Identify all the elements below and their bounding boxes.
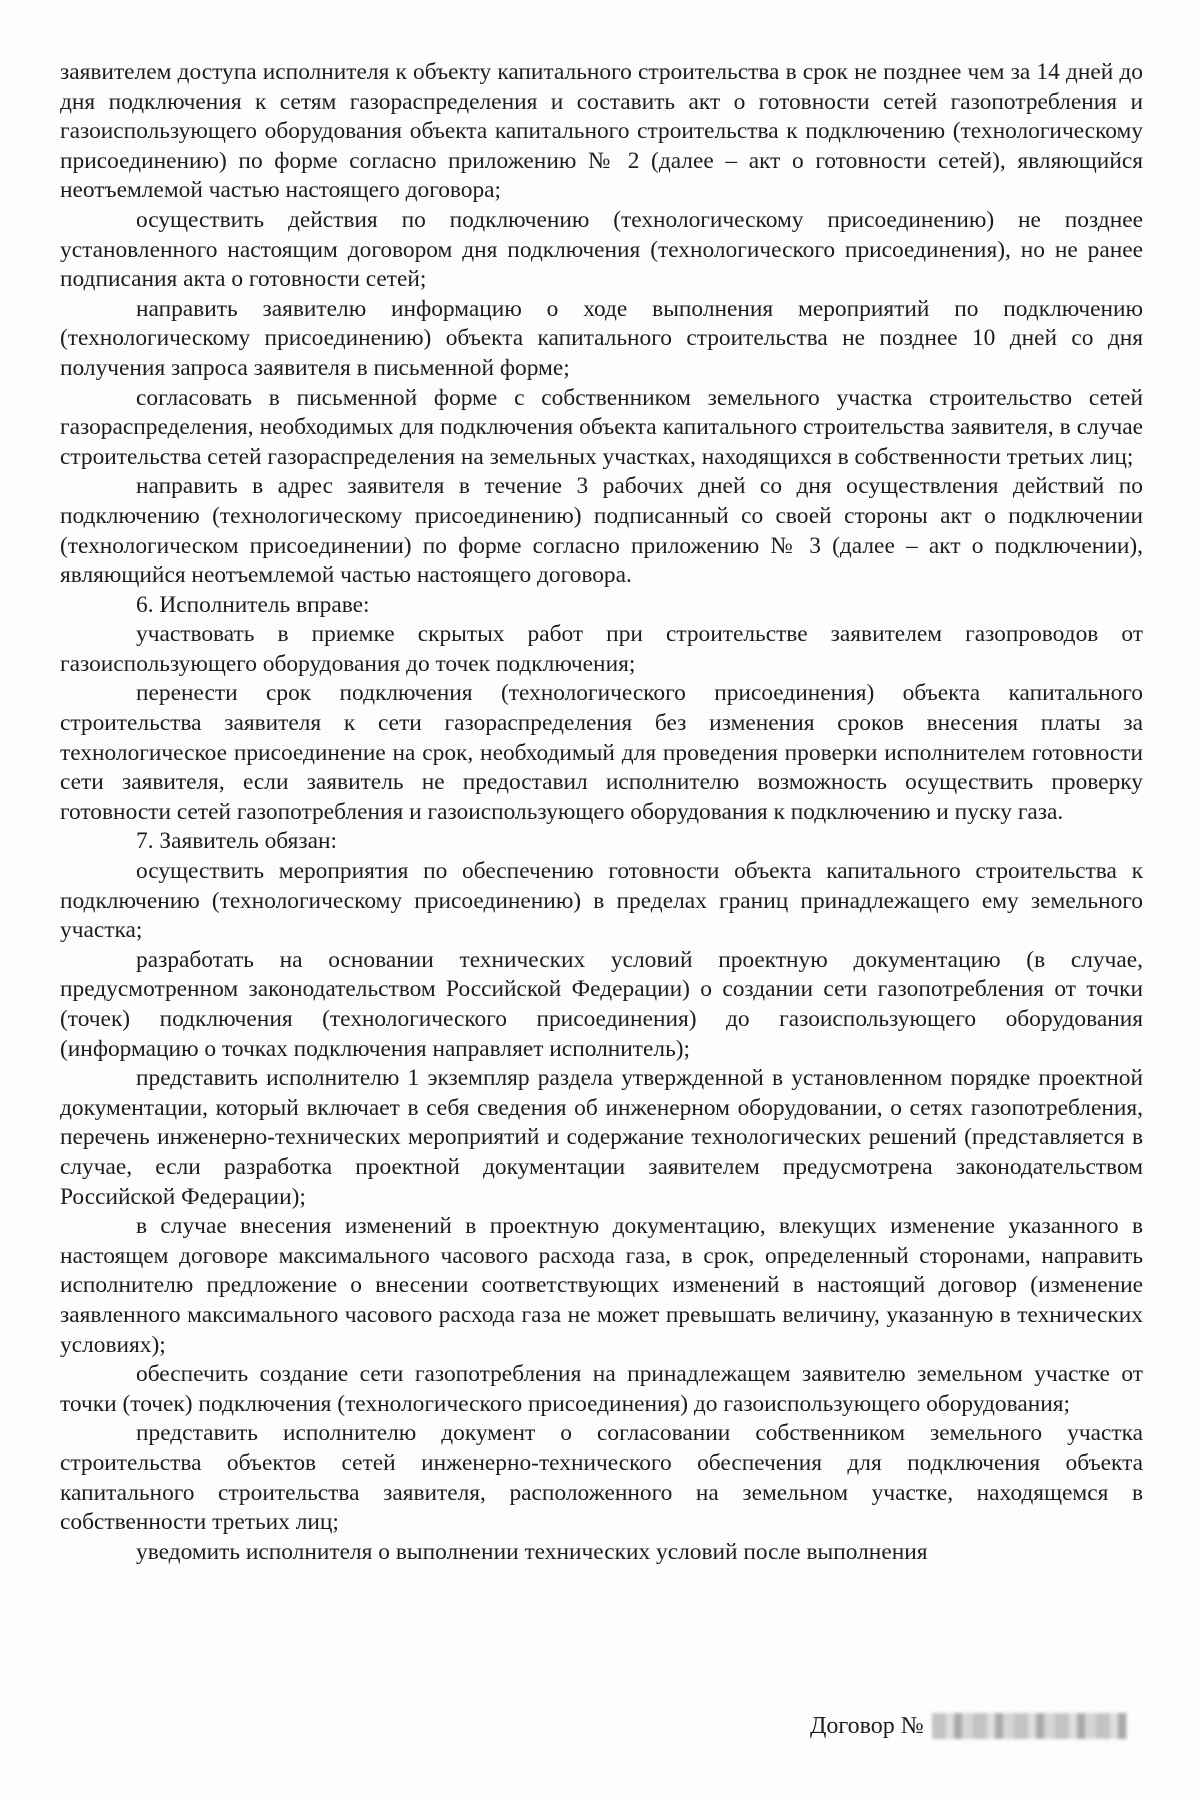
paragraph: направить заявителю информацию о ходе выполнения мероприятий по подключению (технологическому присоединению) объекта капитального строительства не позднее 10 дней со дня получения запроса заявителя в письменной форме; <box>60 295 1143 381</box>
paragraph: обеспечить создание сети газопотребления на принадлежащем заявителю земельном участке от точки (точек) подключения (технологического присоединения) до газоиспользующего оборудования; <box>60 1361 1143 1417</box>
contract-number-footer <box>810 1708 1127 1744</box>
paragraph: участвовать в приемке скрытых работ при строительстве заявителем газопроводов от газоиспользующего оборудования до точек подключения; <box>60 621 1143 677</box>
paragraph: перенести срок подключения (технологического присоединения) объекта капитального строительства заявителя к сети газораспределения без изменения сроков внесения платы за технологическое присоединение на срок, необходимый для проведения проверки исполнителем готовности сети заявителя, если заявитель не предоставил исполнителю возможность осуществить проверку готовности сетей газопотребления и газоиспользующего оборудования к подключению и пуску газа. <box>60 680 1143 825</box>
paragraph: в случае внесения изменений в проектную документацию, влекущих изменение указанного в настоящем договоре максимального часового расхода газа, в срок, определенный сторонами, направить исполнителю предложение о внесении соответствующих изменений в настоящий договор (изменение заявленного максимального часового расхода газа не может превышать величину, указанную в технических условиях); <box>60 1213 1143 1358</box>
paragraph: заявителем доступа исполнителя к объекту капитального строительства в срок не позднее чем за 14 дней до дня подключения к сетям газораспределения и составить акт о готовности сетей газопотребления и газоиспользующего оборудования объекта капитального строительства к подключению (технологическому присоединению) по форме согласно приложению № 2 (далее – акт о готовности сетей), являющийся неотъемлемой частью настоящего договора; <box>60 59 1143 204</box>
paragraph: осуществить мероприятия по обеспечению готовности объекта капитального строительства к подключению (технологическому присоединению) в пределах границ принадлежащего ему земельного участка; <box>60 858 1143 944</box>
paragraph: осуществить действия по подключению (технологическому присоединению) не позднее установленного настоящим договором дня подключения (технологического присоединения), но не ранее подписания акта о готовности сетей; <box>60 206 1143 293</box>
section-heading: 7. Заявитель обязан: <box>136 828 338 855</box>
contract-number-label: Договор № <box>810 1712 924 1739</box>
paragraph: представить исполнителю документ о согласовании собственником земельного участка строительства объектов сетей инженерно-технического обеспечения для подключения объекта капитального строительства заявителя, расположенного на земельном участке, находящемся в собственности третьих лиц; <box>60 1420 1143 1536</box>
redacted-contract-number <box>932 1713 1127 1739</box>
paragraph: уведомить исполнителя о выполнении технических условий после выполнения <box>136 1538 928 1565</box>
section-heading: 6. Исполнитель вправе: <box>136 591 370 618</box>
document-body <box>60 58 1143 1567</box>
paragraph: согласовать в письменной форме с собственником земельного участка строительство сетей газораспределения, необходимых для подключения объекта капитального строительства заявителя, в случае строительства сетей газораспределения на земельных участках, находящихся в собственности третьих лиц; <box>60 384 1143 470</box>
paragraph: представить исполнителю 1 экземпляр раздела утвержденной в установленном порядке проектной документации, который включает в себя сведения об инженерном оборудовании, о сетях газопотребления, перечень инженерно-технических мероприятий и содержание технологических решений (представляется в случае, если разработка проектной документации заявителем предусмотрена законодательством Российской Федерации); <box>60 1065 1143 1210</box>
paragraph: разработать на основании технических условий проектную документацию (в случае, предусмотренном законодательством Российской Федерации) о создании сети газопотребления от точки (точек) подключения (технологического присоединения) до газоиспользующего оборудования (информацию о точках подключения направляет исполнитель); <box>60 946 1143 1062</box>
paragraph: направить в адрес заявителя в течение 3 рабочих дней со дня осуществления действий по подключению (технологическому присоединению) подписанный со своей стороны акт о подключении (технологическом присоединении) по форме согласно приложению № 3 (далее – акт о подключении), являющийся неотъемлемой частью настоящего договора. <box>60 473 1143 589</box>
